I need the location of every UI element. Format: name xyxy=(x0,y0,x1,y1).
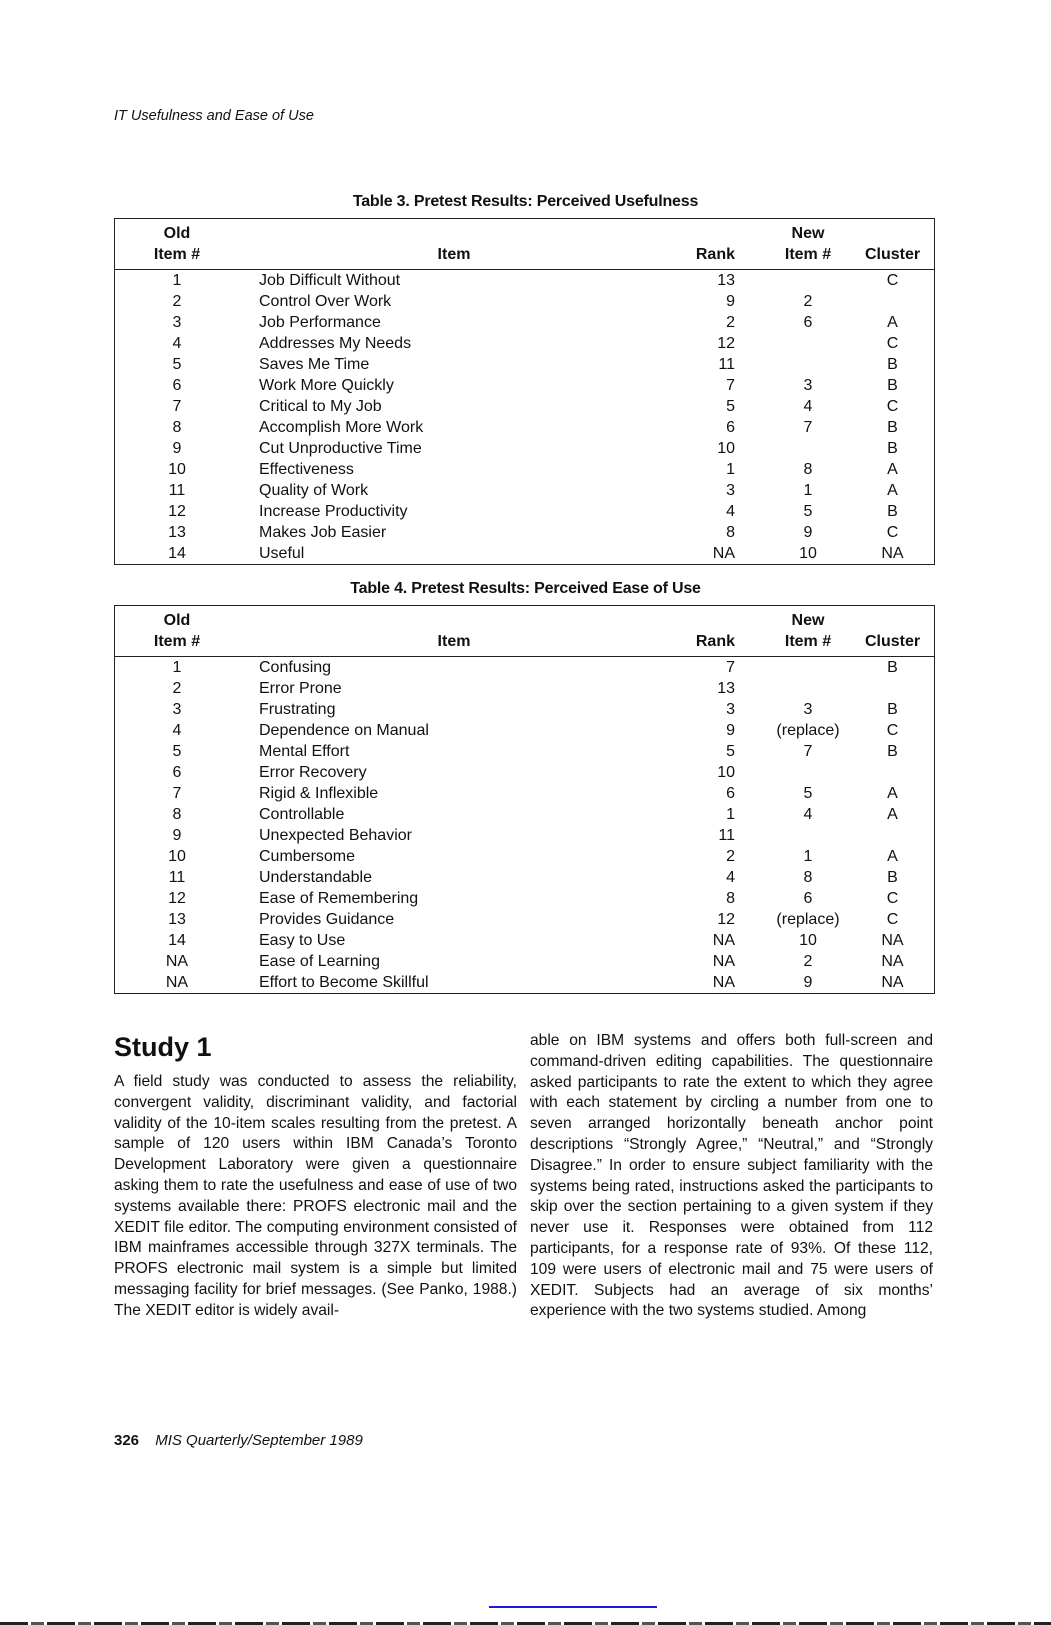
table-row xyxy=(115,888,934,909)
cell-rank: NA xyxy=(712,953,735,970)
header-item: Item xyxy=(239,219,669,270)
cell-old-item: 8 xyxy=(172,419,182,436)
table-row xyxy=(115,501,934,522)
cell-new-item: 9 xyxy=(803,524,813,541)
cell-cluster: A xyxy=(887,461,898,478)
cell-new-item xyxy=(753,270,863,292)
cell-rank: 11 xyxy=(718,356,735,373)
cell-rank: NA xyxy=(712,932,735,949)
cell-cluster: B xyxy=(887,419,898,436)
cell-item: Dependence on Manual xyxy=(259,722,429,739)
cell-new-item: 3 xyxy=(803,377,813,394)
cell-item: Ease of Learning xyxy=(259,953,380,970)
cell-new-item: 4 xyxy=(803,806,813,823)
cell-rank: 10 xyxy=(717,764,735,781)
table-row xyxy=(115,846,934,867)
cell-cluster: B xyxy=(887,659,898,676)
cell-cluster: C xyxy=(886,911,899,928)
cell-old-item: 3 xyxy=(172,701,182,718)
table-row xyxy=(115,699,934,720)
cell-cluster xyxy=(863,825,934,846)
cell-old-item: 3 xyxy=(172,314,182,331)
cell-new-item xyxy=(753,678,863,699)
table4-caption: Table 4. Pretest Results: Perceived Ease of Use xyxy=(350,580,701,597)
cell-old-item: 10 xyxy=(168,461,186,478)
cell-new-item xyxy=(753,354,863,375)
cell-item: Saves Me Time xyxy=(259,356,370,373)
cell-new-item: 8 xyxy=(803,461,813,478)
cell-old-item: 1 xyxy=(172,272,182,289)
cell-cluster xyxy=(863,762,934,783)
cell-old-item: NA xyxy=(165,974,189,991)
cell-old-item: 5 xyxy=(172,743,182,760)
cell-old-item: 6 xyxy=(172,377,182,394)
table-row xyxy=(115,825,934,846)
cell-new-item: 8 xyxy=(803,869,813,886)
cell-cluster: B xyxy=(887,701,898,718)
header-rank: Rank xyxy=(669,219,753,270)
table-row xyxy=(115,543,934,564)
cell-new-item: 4 xyxy=(803,398,813,415)
cell-new-item: 2 xyxy=(803,953,813,970)
cell-cluster: NA xyxy=(881,545,904,562)
cell-cluster: NA xyxy=(881,932,904,949)
cell-rank: 13 xyxy=(717,272,735,289)
cell-old-item: 4 xyxy=(172,335,182,352)
table-row xyxy=(115,354,934,375)
table-row xyxy=(115,480,934,501)
cell-cluster: A xyxy=(887,806,898,823)
cell-new-item: 2 xyxy=(803,293,813,310)
cell-cluster xyxy=(863,291,934,312)
cell-rank: 3 xyxy=(726,482,735,499)
cell-old-item: 13 xyxy=(168,911,186,928)
cell-new-item: (replace) xyxy=(776,911,840,928)
cell-item: Accomplish More Work xyxy=(259,419,424,436)
cell-cluster: NA xyxy=(881,953,904,970)
cell-cluster: A xyxy=(887,482,898,499)
cell-new-item: 6 xyxy=(803,890,813,907)
cell-cluster xyxy=(863,678,934,699)
table-row xyxy=(115,741,934,762)
cell-item: Easy to Use xyxy=(259,932,346,949)
cell-rank: 7 xyxy=(726,659,735,676)
cell-old-item: 6 xyxy=(172,764,182,781)
cell-rank: 12 xyxy=(717,911,735,928)
cell-item: Effort to Become Skillful xyxy=(259,974,429,991)
cell-new-item xyxy=(753,438,863,459)
cell-new-item xyxy=(753,762,863,783)
cell-cluster: B xyxy=(887,440,898,457)
cell-cluster: C xyxy=(886,335,899,352)
cell-item: Provides Guidance xyxy=(259,911,395,928)
cell-rank: 12 xyxy=(717,335,735,352)
header-new-item: New Item # xyxy=(753,219,863,270)
cell-new-item: 1 xyxy=(803,848,813,865)
cell-cluster: B xyxy=(887,377,898,394)
cell-old-item: 12 xyxy=(168,503,186,520)
cell-old-item: 9 xyxy=(172,827,182,844)
cell-old-item: 11 xyxy=(168,482,186,499)
cell-item: Cut Unproductive Time xyxy=(259,440,422,457)
table-row xyxy=(115,522,934,543)
cell-item: Unexpected Behavior xyxy=(259,827,412,844)
body-text-right-column: able on IBM systems and offers both full-screen and command-driven editing capabilities. The questionnaire asked participants to rate the extent to which they agree with each statement by circling a number from one to seven arranged horizontally beneath anchor point descriptions “Strongly Agree,” “Neutral,” and “Strongly Disagree.” In order to ensure subject familiarity with the systems being rated, instructions asked the participants to skip over the section pertaining to a given system if they never use it. Responses were obtained from 112 participants, for a response rate of 93%. Of these 112, 109 were users of electronic mail and 75 were users of XEDIT. Subjects had an average of six months’ experience with the two systems studied. Among xyxy=(530,1032,933,1320)
cell-item: Critical to My Job xyxy=(259,398,382,415)
cell-old-item: 2 xyxy=(172,680,182,697)
cell-rank: 1 xyxy=(726,806,735,823)
cell-rank: 10 xyxy=(717,440,735,457)
table-row xyxy=(115,951,934,972)
cell-item: Effectiveness xyxy=(259,461,354,478)
cell-new-item: (replace) xyxy=(776,722,840,739)
cell-cluster: B xyxy=(887,503,898,520)
cell-new-item: 3 xyxy=(803,701,813,718)
cell-old-item: 7 xyxy=(172,398,182,415)
cell-new-item xyxy=(753,825,863,846)
running-head: IT Usefulness and Ease of Use xyxy=(114,108,314,124)
header-cluster: Cluster xyxy=(863,219,934,270)
cell-new-item: 7 xyxy=(803,419,813,436)
cell-old-item: 12 xyxy=(168,890,186,907)
cell-cluster: NA xyxy=(881,974,904,991)
table-row xyxy=(115,375,934,396)
cell-rank: 9 xyxy=(726,722,735,739)
cell-rank: 6 xyxy=(726,785,735,802)
cell-old-item: 11 xyxy=(168,869,186,886)
table-row xyxy=(115,459,934,480)
table-row xyxy=(115,291,934,312)
header-old-item: Old Item # xyxy=(115,219,239,270)
cell-item: Confusing xyxy=(259,659,332,676)
cell-old-item: 14 xyxy=(168,932,186,949)
cell-rank: 8 xyxy=(726,524,735,541)
cell-cluster: B xyxy=(887,869,898,886)
table-row xyxy=(115,333,934,354)
cell-item: Addresses My Needs xyxy=(259,335,412,352)
cell-item: Ease of Remembering xyxy=(259,890,419,907)
header-new-item: New Item # xyxy=(753,606,863,657)
cell-rank: 7 xyxy=(726,377,735,394)
cell-cluster: A xyxy=(887,785,898,802)
cell-old-item: 5 xyxy=(172,356,182,373)
header-item: Item xyxy=(239,606,669,657)
link-underline[interactable] xyxy=(489,1606,657,1608)
cell-item: Useful xyxy=(259,545,305,562)
table4-header-row xyxy=(115,606,934,657)
table3-header-row xyxy=(115,219,934,270)
section-title-study-1: Study 1 xyxy=(114,1032,212,1062)
cell-rank: 2 xyxy=(726,314,735,331)
cell-cluster: A xyxy=(887,848,898,865)
cell-item: Error Prone xyxy=(259,680,342,697)
table-row xyxy=(115,678,934,699)
table-row xyxy=(115,396,934,417)
cell-new-item: 6 xyxy=(803,314,813,331)
table-row xyxy=(115,312,934,333)
cell-item: Understandable xyxy=(259,869,372,886)
cell-old-item: 10 xyxy=(168,848,186,865)
cell-old-item: 14 xyxy=(168,545,186,562)
cell-item: Makes Job Easier xyxy=(259,524,387,541)
table-row xyxy=(115,438,934,459)
header-rank: Rank xyxy=(669,606,753,657)
cell-item: Cumbersome xyxy=(259,848,356,865)
cell-rank: 5 xyxy=(726,743,735,760)
cell-cluster: B xyxy=(887,743,898,760)
cell-rank: NA xyxy=(712,545,735,562)
cell-old-item: 1 xyxy=(172,659,182,676)
cell-rank: 1 xyxy=(726,461,735,478)
cell-rank: 9 xyxy=(726,293,735,310)
cell-old-item: 7 xyxy=(172,785,182,802)
table-row xyxy=(115,720,934,741)
page-footer xyxy=(114,1432,363,1449)
cell-new-item: 5 xyxy=(803,785,813,802)
cell-item: Work More Quickly xyxy=(259,377,394,394)
cell-item: Error Recovery xyxy=(259,764,367,781)
header-cluster: Cluster xyxy=(863,606,934,657)
cell-rank: 5 xyxy=(726,398,735,415)
table-row xyxy=(115,930,934,951)
body-text-left-column: A field study was conducted to assess the reliability, convergent validity, discriminant validity, and factorial validity of the 10-item scales resulting from the pretest. A sample of 120 users within IBM Canada’s Toronto Development Laboratory were given a questionnaire asking them to rate the usefulness and ease of use of two systems available there: PROFS electronic mail and the XEDIT file editor. The computing environment consisted of IBM mainframes accessible through 327X terminals. The PROFS electronic mail system is a simple but limited messaging facility for brief messages. (See Panko, 1988.) The XEDIT editor is widely avail- xyxy=(114,1073,517,1319)
cell-new-item: 10 xyxy=(799,545,817,562)
cell-cluster: B xyxy=(887,356,898,373)
cell-item: Quality of Work xyxy=(259,482,369,499)
cell-cluster: A xyxy=(887,314,898,331)
cell-cluster: C xyxy=(886,722,899,739)
cell-old-item: 8 xyxy=(172,806,182,823)
cell-new-item: 1 xyxy=(803,482,813,499)
journal-name: MIS Quarterly/September 1989 xyxy=(155,1432,363,1449)
table-row xyxy=(115,762,934,783)
table3-caption: Table 3. Pretest Results: Perceived Usefulness xyxy=(352,193,699,210)
table-row xyxy=(115,657,934,679)
cell-rank: 13 xyxy=(717,680,735,697)
cell-old-item: 9 xyxy=(172,440,182,457)
cell-new-item: 7 xyxy=(803,743,813,760)
cell-new-item xyxy=(753,657,863,679)
cell-item: Job Difficult Without xyxy=(259,272,401,289)
cell-new-item: 10 xyxy=(799,932,817,949)
cell-new-item: 5 xyxy=(803,503,813,520)
table-row xyxy=(115,972,934,993)
cell-old-item: 2 xyxy=(172,293,182,310)
cell-item: Control Over Work xyxy=(259,293,392,310)
cell-item: Job Performance xyxy=(259,314,381,331)
cell-rank: 3 xyxy=(726,701,735,718)
table-row xyxy=(115,909,934,930)
cell-new-item: 9 xyxy=(803,974,813,991)
cell-item: Mental Effort xyxy=(259,743,350,760)
table-row xyxy=(115,804,934,825)
table-row xyxy=(115,867,934,888)
cell-rank: 8 xyxy=(726,890,735,907)
cell-rank: 2 xyxy=(726,848,735,865)
cell-item: Controllable xyxy=(259,806,345,823)
cell-rank: 6 xyxy=(726,419,735,436)
cell-item: Frustrating xyxy=(259,701,336,718)
table-row xyxy=(115,270,934,292)
cell-rank: 11 xyxy=(718,827,735,844)
cell-rank: NA xyxy=(712,974,735,991)
cell-old-item: 13 xyxy=(168,524,186,541)
cell-item: Rigid & Inflexible xyxy=(259,785,379,802)
cell-cluster: C xyxy=(886,524,899,541)
cell-rank: 4 xyxy=(726,869,735,886)
cell-cluster: C xyxy=(886,398,899,415)
cell-cluster: C xyxy=(886,272,899,289)
cell-cluster: C xyxy=(886,890,899,907)
table3 xyxy=(114,218,935,565)
cell-rank: 4 xyxy=(726,503,735,520)
cell-old-item: NA xyxy=(165,953,189,970)
table-row xyxy=(115,417,934,438)
table4 xyxy=(114,605,935,994)
cell-old-item: 4 xyxy=(172,722,182,739)
page-number: 326 xyxy=(114,1432,140,1449)
cell-item: Increase Productivity xyxy=(259,503,408,520)
header-old-item: Old Item # xyxy=(115,606,239,657)
table-row xyxy=(115,783,934,804)
cell-new-item xyxy=(753,333,863,354)
